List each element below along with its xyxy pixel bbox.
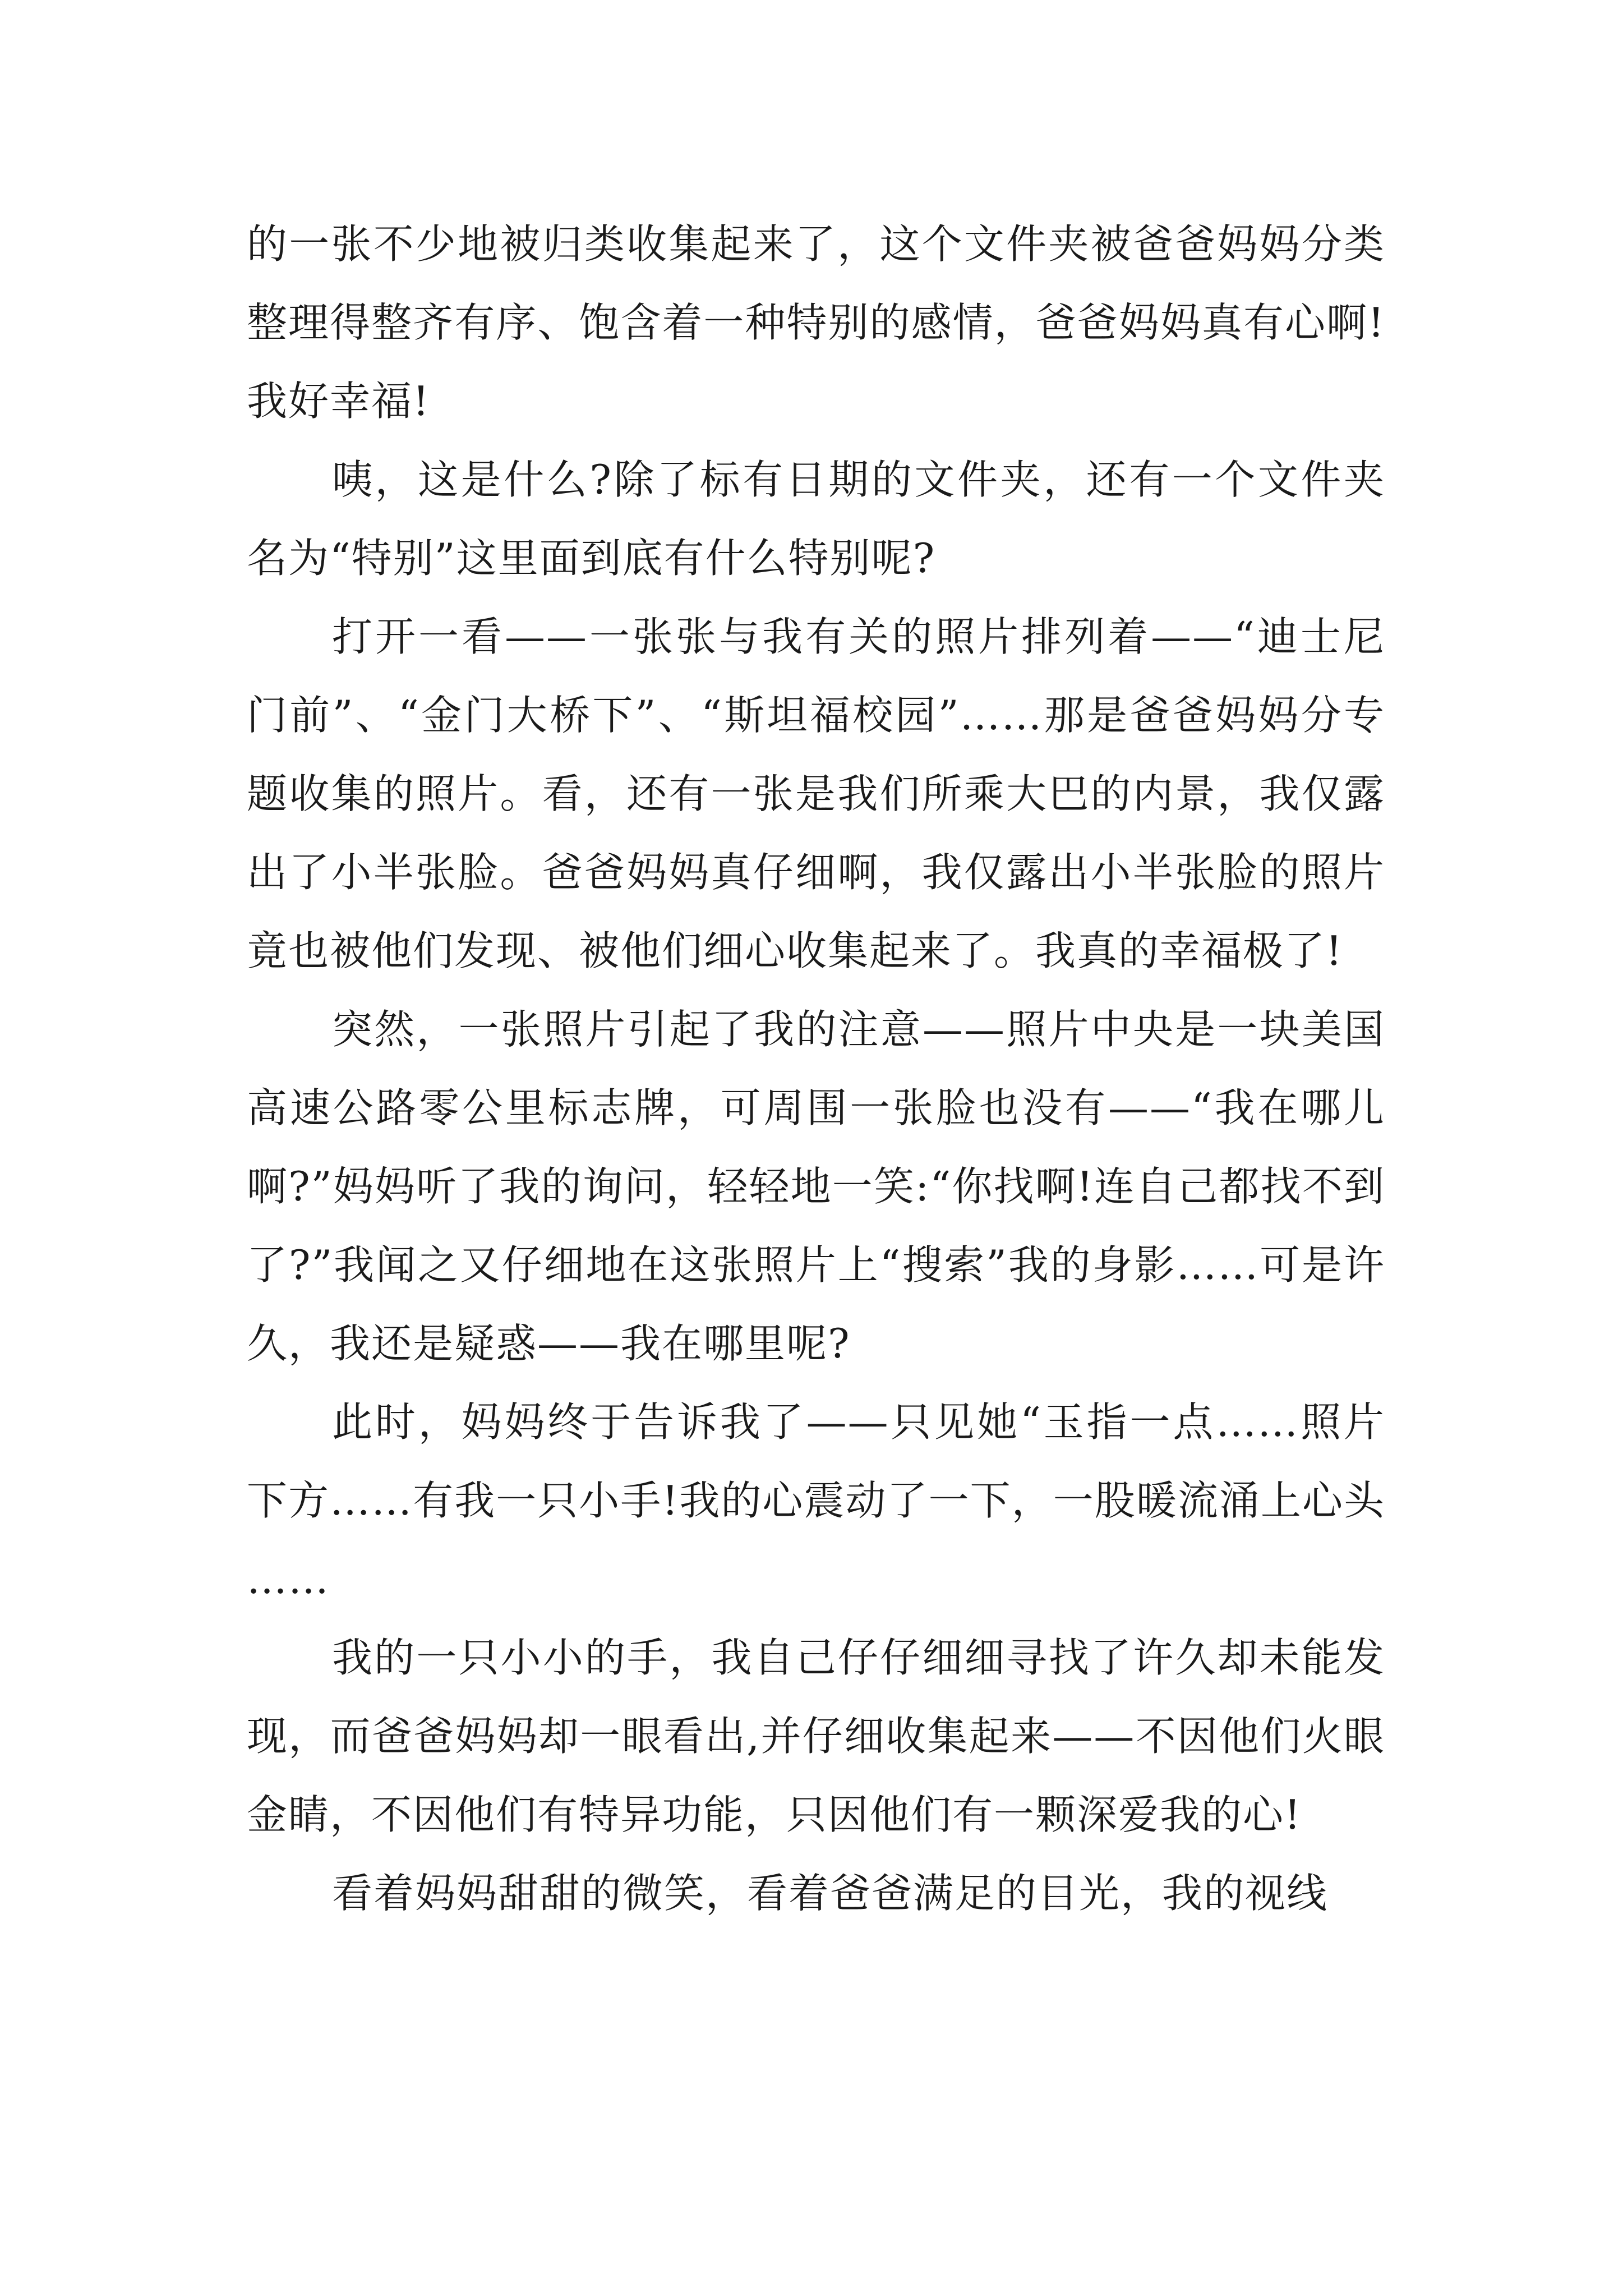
paragraph-6: 我的一只小小的手，我自己仔仔细细寻找了许久却未能发现，而爸爸妈妈却一眼看出,并仔细收集起来——不因他们火眼金睛，不因他们有特异功能，只因他们有一颗深爱我的心! [247,1634,1385,1838]
paragraph-1: 的一张不少地被归类收集起来了，这个文件夹被爸爸妈妈分类整理得整齐有序、饱含着一种特别的感情，爸爸妈妈真有心啊!我好幸福! [247,220,1385,425]
paragraph-7: 看着妈妈甜甜的微笑，看着爸爸满足的目光，我的视线 [332,1870,1329,1917]
paragraph-2: 咦，这是什么?除了标有日期的文件夹，还有一个文件夹名为“特别”这里面到底有什么特别呢? [247,456,1385,582]
paragraph-4: 突然，一张照片引起了我的注意——照片中央是一块美国高速公路零公里标志牌，可周围一张脸也没有——“我在哪儿啊?”妈妈听了我的询问，轻轻地一笑:“你找啊!连自己都找不到了?”我闻之又仔细地在这张照片上“搜索”我的身影……可是许久，我还是疑惑——我在哪里呢? [247,1006,1385,1367]
paragraph-3: 打开一看——一张张与我有关的照片排列着——“迪士尼门前”、“金门大桥下”、“斯坦福校园”……那是爸爸妈妈分专题收集的照片。看，还有一张是我们所乘大巴的内景，我仅露出了小半张脸。爸爸妈妈真仔细啊，我仅露出小半张脸的照片竟也被他们发现、被他们细心收集起来了。我真的幸福极了! [247,613,1385,974]
article-body [247,205,1385,1932]
paragraph-5: 此时，妈妈终于告诉我了——只见她“玉指一点……照片下方……有我一只小手!我的心震动了一下，一股暖流涌上心头…… [247,1398,1385,1603]
